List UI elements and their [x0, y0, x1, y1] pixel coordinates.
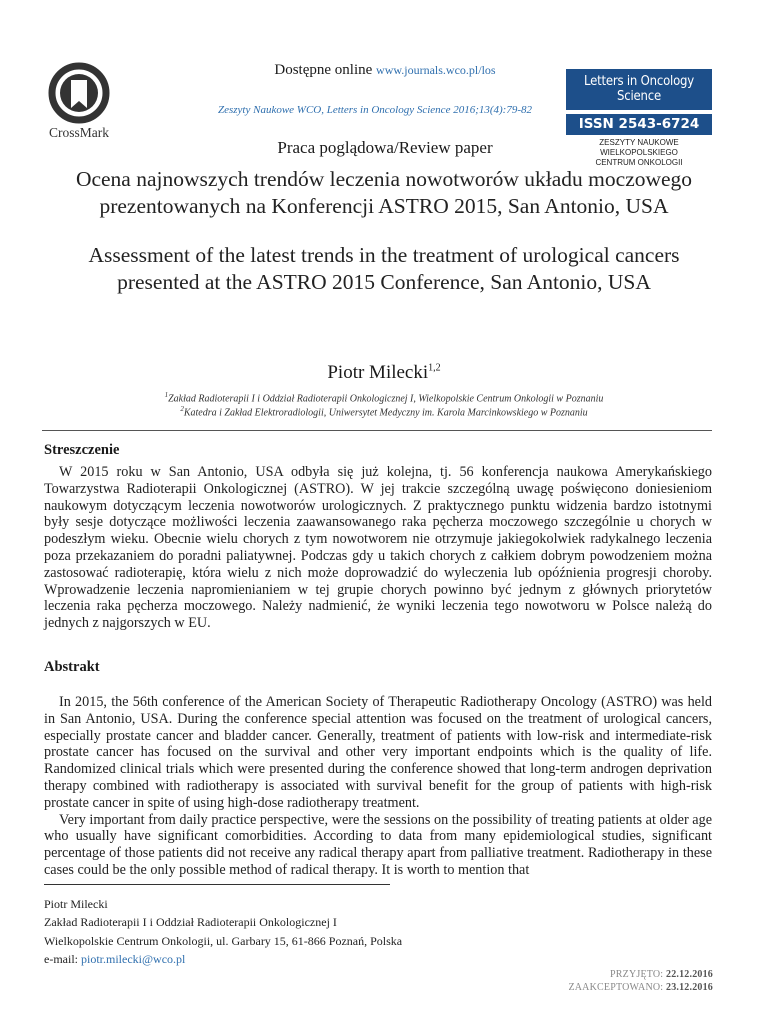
- author-affiliation-marks: 1,2: [428, 362, 441, 374]
- abstrakt-paragraph-1: In 2015, the 56th conference of the American Society of Therapeutic Radiotherapy Oncology (ASTRO) was held in San Antonio, USA. During the conference special attention was focused on the treatment of urological cancers, especially prostate cancer and bladder cancer. Generally, treatment of patients with low-risk and intermediate-risk prostate cancer has focused on the survival and other very important endpoints which is the quality of life. Randomized clinical trials which were presented during the conference showed that long-term androgen deprivation therapy combined with radiotherapy is associated with survival benefit for the group of patients with high-risk prostate cancer in spite of using high-dose radiotherapy treatment.: [44, 694, 712, 811]
- journal-publisher: [566, 138, 712, 168]
- streszczenie-body: [44, 464, 712, 632]
- affiliation-2: [0, 405, 768, 418]
- contact-line-2: Wielkopolskie Centrum Onkologii, ul. Garbary 15, 61-866 Poznań, Polska: [44, 933, 403, 948]
- crossmark-icon: [48, 62, 110, 124]
- journal-url-link[interactable]: www.journals.wco.pl/los: [376, 63, 496, 77]
- footnote-divider: [44, 884, 390, 885]
- abstrakt-heading: Abstrakt: [44, 659, 100, 675]
- affiliation-2-text: Katedra i Zakład Elektroradiologii, Uniwersytet Medyczny im. Karola Marcinkowskiego w Poznaniu: [183, 407, 588, 419]
- publisher-line-1: ZESZYTY NAUKOWE WIELKOPOLSKIEGO: [599, 138, 679, 157]
- journal-title: Letters in Oncology Science: [566, 69, 712, 110]
- citation: Zeszyty Naukowe WCO, Letters in Oncology Science 2016;13(4):79-82: [217, 104, 533, 116]
- title-polish: [30, 166, 738, 220]
- streszczenie-heading: Streszczenie: [44, 442, 120, 458]
- journal-badge: [566, 69, 712, 168]
- affiliation-1-mark: 1: [164, 391, 169, 399]
- author-name: Piotr Milecki: [327, 362, 429, 383]
- received-row: [568, 968, 713, 981]
- contact-name: Piotr Milecki: [44, 897, 108, 911]
- correspondence: [44, 895, 402, 969]
- accepted-row: [568, 981, 713, 994]
- received-date: 22.12.2016: [666, 969, 713, 980]
- accepted-date: 23.12.2016: [666, 982, 713, 993]
- email-label: e-mail:: [44, 952, 78, 967]
- affiliation-2-mark: 2: [180, 405, 184, 413]
- accepted-label: ZAAKCEPTOWANO:: [568, 982, 664, 993]
- contact-email-row: [44, 950, 402, 968]
- author: [0, 362, 768, 384]
- abstrakt-paragraph-2: Very important from daily practice perspective, were the sessions on the possibility of treating patients at older age who usually have significant comorbidities. According to data from many epidemiological studies, significant percentage of those patients did not receive any radical therapy apart from palliative treatment. Radiotherapy in these cases could be the only possible method of radical therapy. It is worth to mention that: [44, 811, 712, 878]
- title-english-line-2: presented at the ASTRO 2015 Conference, San Antonio, USA: [117, 270, 651, 294]
- publisher-line-2: CENTRUM ONKOLOGII: [595, 158, 683, 167]
- crossmark-logo[interactable]: [38, 62, 120, 141]
- affiliation-1: [0, 391, 768, 404]
- journal-issn: ISSN 2543-6724: [566, 112, 712, 135]
- online-prefix: Dostępne online: [274, 62, 373, 78]
- email-link[interactable]: piotr.milecki@wco.pl: [80, 952, 186, 967]
- streszczenie-paragraph: W 2015 roku w San Antonio, USA odbyła się już kolejna, tj. 56 konferencja naukowa Amerykańskiego Towarzystwa Radioterapii Onkologicznej (ASTRO). W jej trakcie szczególną uwagę poświęcono doniesieniom naukowym dotyczącym leczenia nowotworów urologicznych. Z praktycznego punktu widzenia bardzo istotnymi były sesje dotyczące możliwości leczenia zaawansowanego raka pęcherza moczowego szczególnie u chorych w podeszłym wieku. Obecnie wielu chorych z tym nowotworem nie otrzymuje jakiegokolwiek radykalnego leczenia poza przekazaniem do poradni paliatywnej. Podczas gdy u takich chorych z całkiem dobrym powodzeniem można zastosować radioterapię, która wielu z nich może doprowadzić do wyleczenia lub opóźnienia progresji choroby. Wprowadzenie leczenia napromienianiem w tej grupie chorych powinno być jednym z głównych priorytetów leczenia raka pęcherza moczowego. Należy nadmienić, że wyniki leczenia tego nowotworu w Polsce należą do jednych z najgorszych w EU.: [44, 464, 712, 632]
- availability-line: [220, 62, 550, 79]
- crossmark-label: CrossMark: [49, 125, 109, 140]
- abstrakt-body: [44, 694, 712, 879]
- paper-type: Praca poglądowa/Review paper: [277, 138, 493, 157]
- received-label: PRZYJĘTO:: [610, 969, 664, 980]
- title-english: [30, 242, 738, 296]
- title-polish-line-2: prezentowanych na Konferencji ASTRO 2015, San Antonio, USA: [99, 194, 669, 218]
- title-polish-line-1: Ocena najnowszych trendów leczenia nowotworów układu moczowego: [75, 167, 693, 191]
- affiliation-1-text: Zakład Radioterapii I i Oddział Radioterapii Onkologicznej I, Wielkopolskie Centrum Onkologii w Poznaniu: [168, 393, 604, 405]
- contact-line-1: Zakład Radioterapii I i Oddział Radioterapii Onkologicznej I: [44, 915, 337, 930]
- title-english-line-1: Assessment of the latest trends in the treatment of urological cancers: [88, 243, 680, 267]
- header-divider: [42, 430, 712, 431]
- submission-dates: [568, 968, 713, 994]
